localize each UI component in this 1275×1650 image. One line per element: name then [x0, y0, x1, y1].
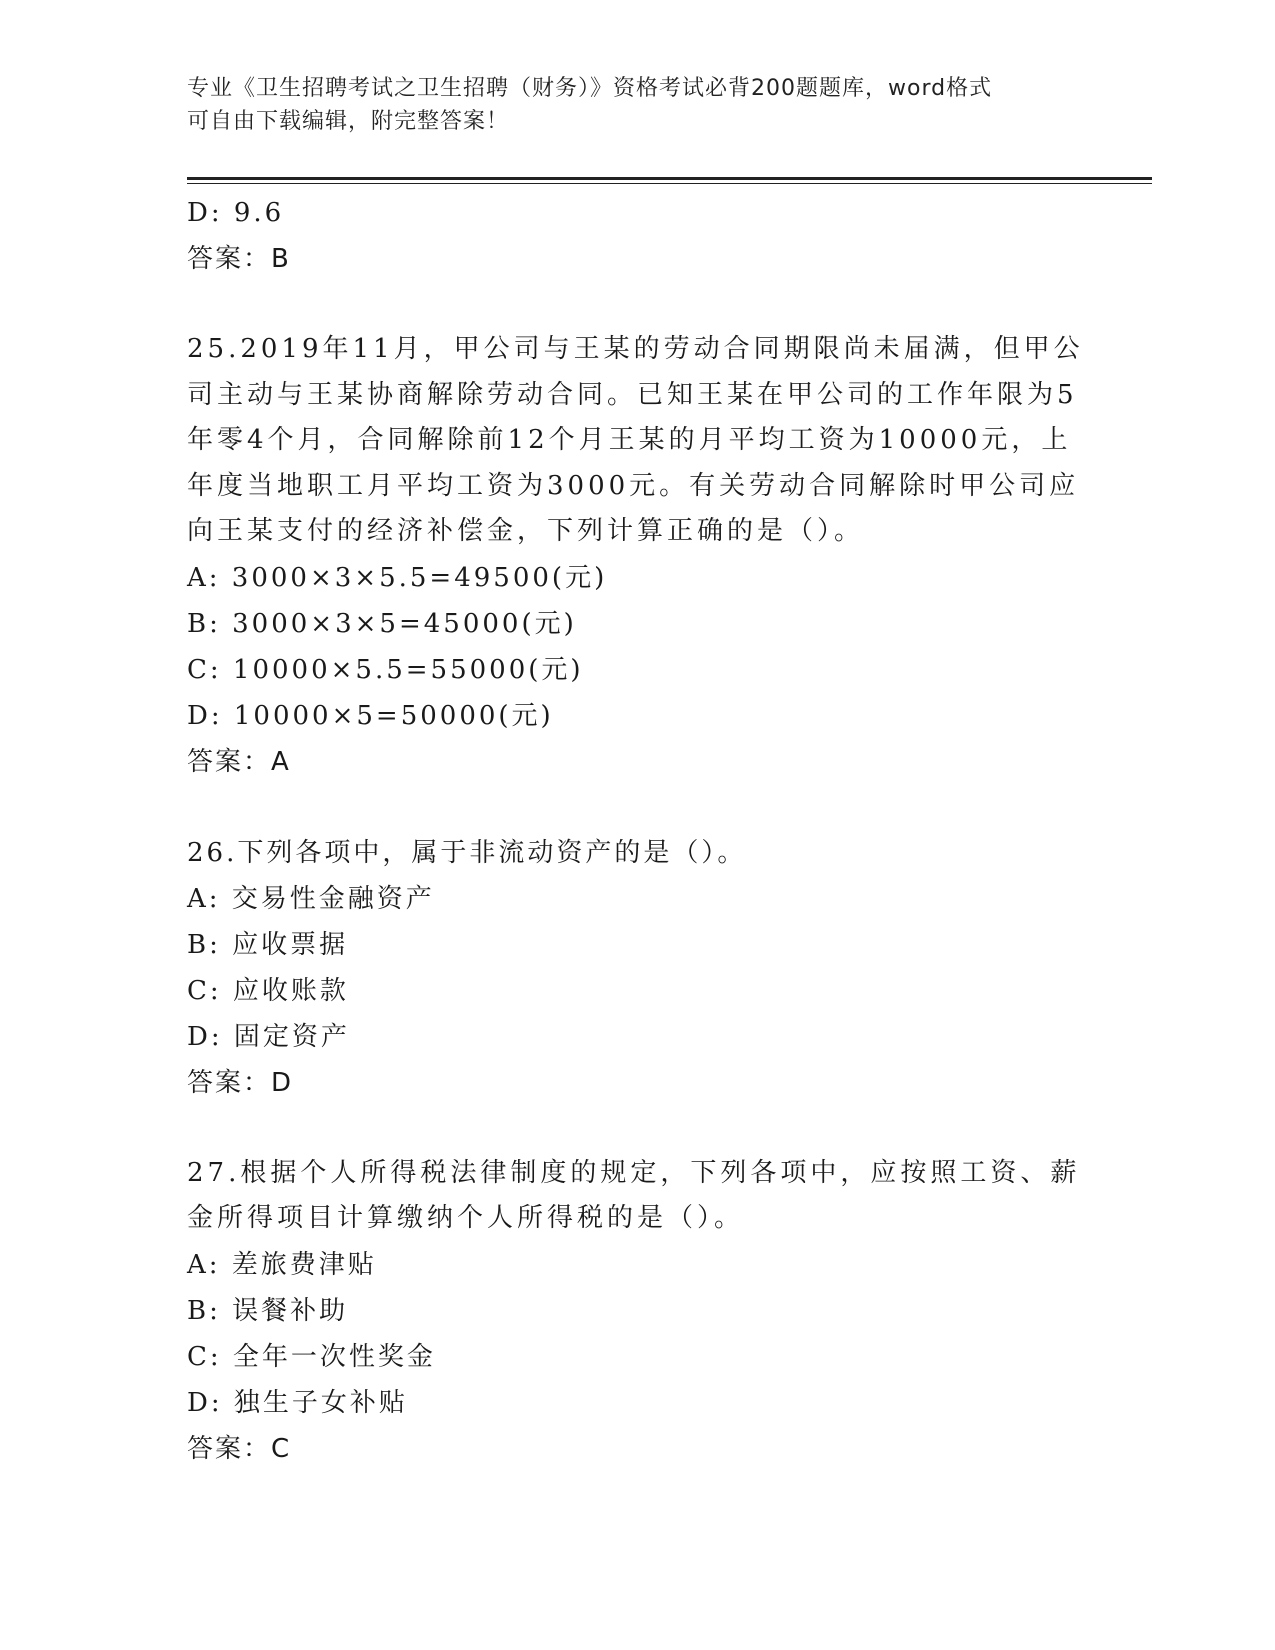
question-26-option-c: C: 应收账款 [187, 975, 349, 1006]
question-27 [187, 1151, 1087, 1472]
question-25-option-b: B: 3000×3×5=45000(元) [187, 608, 577, 639]
document-header [187, 72, 1087, 138]
question-27-answer: 答案：C [187, 1433, 292, 1464]
question-25 [187, 327, 1087, 785]
question-27-text: 27.根据个人所得税法律制度的规定，下列各项中，应按照工资、薪金所得项目计算缴纳个人所得税的是（）。 [187, 1157, 1081, 1233]
header-rule-thin [187, 183, 1152, 184]
question-27-option-d: D: 独生子女补贴 [187, 1387, 408, 1418]
question-26-option-d: D: 固定资产 [187, 1021, 350, 1052]
question-26 [187, 830, 1087, 1106]
header-line-1: 专业《卫生招聘考试之卫生招聘（财务）》资格考试必背200题题库，word格式 [187, 76, 993, 101]
prev-option-d: D: 9.6 [187, 198, 285, 228]
question-25-answer: 答案：A [187, 746, 291, 777]
question-25-option-a: A: 3000×3×5.5=49500(元) [187, 562, 608, 593]
document-body [187, 190, 1087, 1472]
question-26-option-b: B: 应收票据 [187, 929, 349, 960]
question-25-option-d: D: 10000×5=50000(元) [187, 700, 554, 731]
question-26-text: 26.下列各项中，属于非流动资产的是（）。 [187, 837, 747, 868]
header-line-2: 可自由下载编辑，附完整答案！ [187, 109, 510, 134]
question-25-text: 25.2019年11月，甲公司与王某的劳动合同期限尚未届满，但甲公司主动与王某协商解除劳动合同。已知王某在甲公司的工作年限为5年零4个月，合同解除前12个月王某的月平均工资为10000元，上年度当地职工月平均工资为3000元。有关劳动合同解除时甲公司应向王某支付的经济补偿金，下列计算正确的是（）。 [187, 334, 1084, 546]
question-26-answer: 答案：D [187, 1067, 294, 1098]
question-26-option-a: A: 交易性金融资产 [187, 883, 435, 914]
question-27-option-a: A: 差旅费津贴 [187, 1249, 377, 1280]
question-27-option-b: B: 误餐补助 [187, 1295, 349, 1326]
header-rule-thick [187, 177, 1152, 180]
prev-answer: 答案：B [187, 244, 291, 274]
question-27-option-c: C: 全年一次性奖金 [187, 1341, 436, 1372]
question-25-option-c: C: 10000×5.5=55000(元) [187, 654, 584, 685]
